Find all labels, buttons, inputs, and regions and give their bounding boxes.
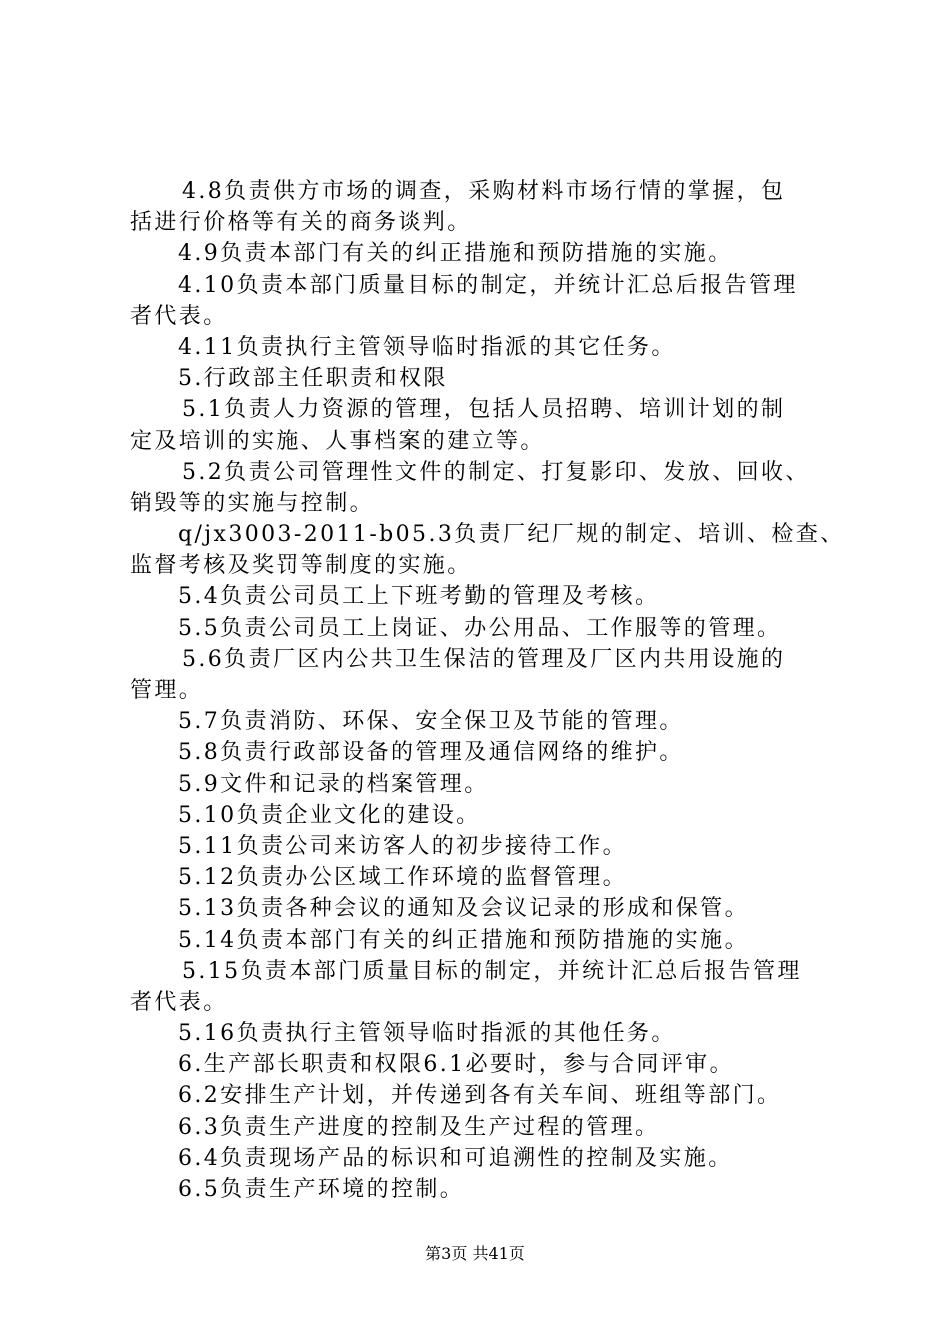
paragraph-line: 括进行价格等有关的商务谈判。 — [130, 210, 472, 236]
paragraph — [130, 1049, 835, 1080]
paragraph-line: 5.8负责行政部设备的管理及通信网络的维护。 — [178, 740, 684, 766]
paragraph — [130, 519, 845, 581]
paragraph-line: q/jx3003-2011-b05.3负责厂纪厂规的制定、培训、检查、 — [178, 522, 845, 548]
paragraph — [130, 613, 835, 644]
paragraph-line: 4.10负责本部门质量目标的制定，并统计汇总后报告管理 — [178, 272, 798, 298]
paragraph — [130, 1143, 835, 1174]
paragraph — [130, 862, 835, 893]
paragraph — [130, 706, 835, 737]
paragraph-line: 4.9负责本部门有关的纠正措施和预防措施的实施。 — [178, 241, 733, 267]
paragraph — [130, 644, 835, 706]
paragraph-line: 5.1负责人力资源的管理，包括人员招聘、培训计划的制 — [182, 397, 786, 423]
paragraph — [130, 737, 835, 768]
paragraph-line: 5.15负责本部门质量目标的制定，并统计汇总后报告管理 — [182, 958, 802, 984]
paragraph-line: 定及培训的实施、人事档案的建立等。 — [130, 428, 545, 454]
paragraph-line: 6.5负责生产环境的控制。 — [178, 1177, 465, 1202]
paragraph — [130, 581, 835, 612]
paragraph — [130, 270, 835, 332]
paragraph-line: 者代表。 — [130, 989, 228, 1015]
paragraph — [130, 457, 835, 519]
paragraph-line: 5.7负责消防、环保、安全保卫及节能的管理。 — [178, 709, 684, 735]
paragraph — [130, 831, 835, 862]
paragraph-line: 5.4负责公司员工上下班考勤的管理及考核。 — [178, 584, 660, 610]
paragraph — [130, 925, 835, 956]
paragraph — [130, 176, 835, 238]
paragraph — [130, 1018, 835, 1049]
paragraph — [130, 238, 835, 269]
paragraph-line: 5.6负责厂区内公共卫生保洁的管理及厂区内共用设施的 — [182, 646, 786, 672]
paragraph-line: 5.行政部主任职责和权限 — [178, 366, 448, 392]
paragraph — [130, 1080, 835, 1111]
paragraph-line: 6.2安排生产计划，并传递到各有关车间、班组等部门。 — [178, 1083, 782, 1109]
paragraph-line: 6.4负责现场产品的标识和可追溯性的控制及实施。 — [178, 1145, 733, 1171]
paragraph — [130, 769, 835, 800]
paragraph-line: 5.9文件和记录的档案管理。 — [178, 771, 489, 797]
paragraph-line: 5.5负责公司员工上岗证、办公用品、工作服等的管理。 — [178, 615, 782, 641]
paragraph-line: 管理。 — [130, 678, 204, 703]
paragraph-line: 监督考核及奖罚等制度的实施。 — [130, 553, 472, 579]
paragraph — [130, 800, 835, 831]
paragraph-line: 者代表。 — [130, 303, 228, 329]
document-body — [130, 176, 845, 1205]
paragraph-line: 6.3负责生产进度的控制及生产过程的管理。 — [178, 1114, 660, 1140]
page-footer: 第3页 共41页 — [425, 1244, 525, 1263]
paragraph — [130, 893, 835, 924]
paragraph-line: 销毁等的实施与控制。 — [130, 490, 375, 516]
paragraph-line: 5.13负责各种会议的通知及会议记录的形成和保管。 — [178, 896, 749, 922]
paragraph-line: 5.14负责本部门有关的纠正措施和预防措施的实施。 — [178, 927, 749, 953]
paragraph-line: 5.12负责办公区域工作环境的监督管理。 — [178, 865, 627, 891]
paragraph — [130, 332, 835, 363]
paragraph-line: 4.8负责供方市场的调查，采购材料市场行情的掌握，包 — [182, 179, 786, 204]
paragraph — [130, 394, 835, 456]
paragraph-line: 5.16负责执行主管领导临时指派的其他任务。 — [178, 1021, 676, 1047]
paragraph — [130, 1174, 835, 1205]
paragraph-line: 6.生产部长职责和权限6.1必要时，参与合同评审。 — [178, 1052, 734, 1078]
paragraph-line: 5.10负责企业文化的建设。 — [178, 802, 481, 828]
paragraph-line: 5.11负责公司来访客人的初步接待工作。 — [178, 833, 627, 859]
paragraph — [130, 956, 835, 1018]
paragraph-line: 5.2负责公司管理性文件的制定、打复影印、发放、回收、 — [182, 459, 810, 485]
paragraph — [130, 363, 835, 394]
paragraph — [130, 1112, 835, 1143]
paragraph-line: 4.11负责执行主管领导临时指派的其它任务。 — [178, 334, 676, 360]
